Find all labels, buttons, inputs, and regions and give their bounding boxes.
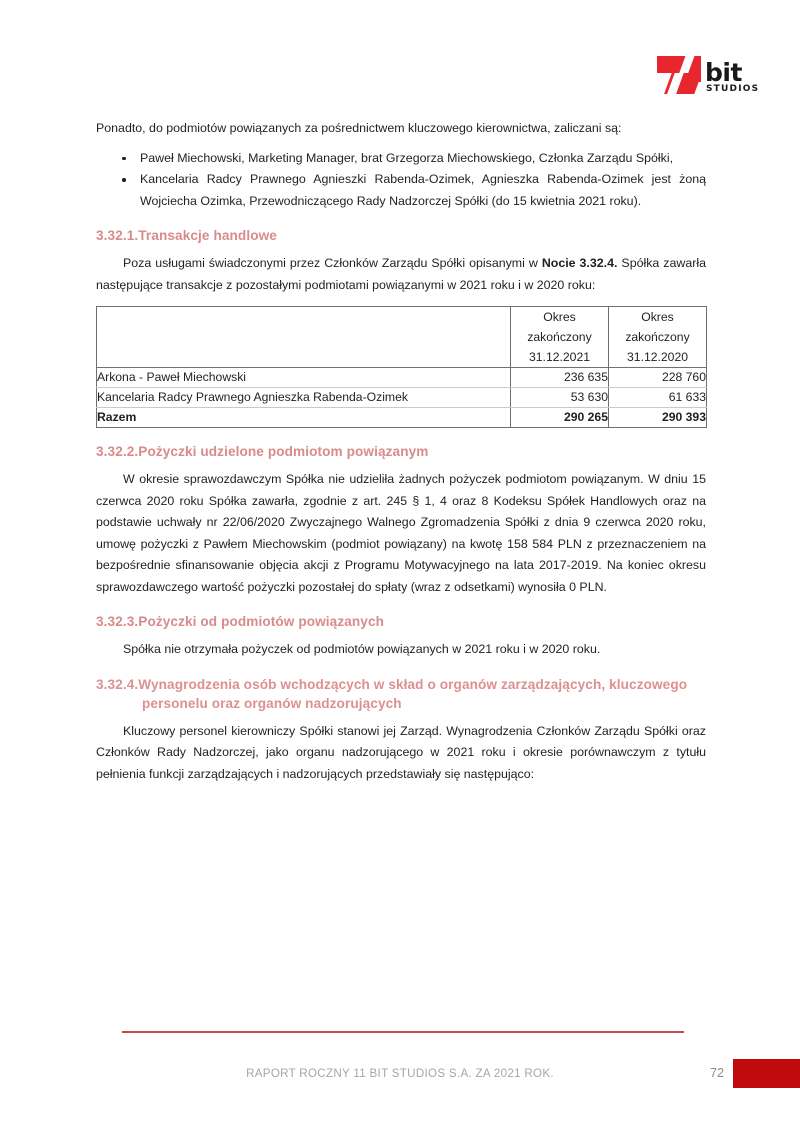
header-line-1: Okres bbox=[641, 310, 674, 324]
heading-3-32-3 bbox=[96, 612, 706, 631]
footer-accent-block bbox=[733, 1059, 800, 1088]
footer-report-title: RAPORT ROCZNY 11 BIT STUDIOS S.A. ZA 2021 ROK. bbox=[246, 1067, 554, 1080]
table-header-2020 bbox=[609, 307, 707, 368]
table-header-row bbox=[97, 307, 707, 368]
row-label: Kancelaria Radcy Prawnego Agnieszka Rabenda-Ozimek bbox=[97, 388, 511, 408]
paragraph-text-after: Spółka zawarła następujące transakcje z pozostałymi podmiotami powiązanymi w 2021 roku i w 2020 roku: bbox=[96, 256, 706, 292]
heading-number: 3.32.2. bbox=[96, 444, 139, 459]
heading-number: 3.32.1. bbox=[96, 228, 139, 243]
row-value-2020: 228 760 bbox=[609, 368, 707, 388]
heading-title: Wynagrodzenia osób wchodzących w skład o organów zarządzających, kluczowego personelu oraz organów nadzorujących bbox=[138, 676, 688, 711]
header-line-3: 31.12.2020 bbox=[627, 350, 688, 364]
heading-title: Pożyczki udzielone podmiotom powiązanym bbox=[138, 444, 429, 459]
row-value-2021: 236 635 bbox=[511, 368, 609, 388]
paragraph-3-32-4: Kluczowy personel kierowniczy Spółki stanowi jej Zarząd. Wynagrodzenia Członków Zarządu Spółki oraz Członków Rady Nadzorczej, jako organu nadzorującego w 2021 roku i okresie porównawczym z tytułu pełnienia funkcji zarządzających i nadzorujących przedstawiały się następująco: bbox=[96, 723, 706, 781]
footer-divider bbox=[122, 1031, 684, 1033]
document-body bbox=[96, 118, 706, 785]
row-value-2021: 53 630 bbox=[511, 388, 609, 408]
brand-logo bbox=[655, 54, 760, 102]
11-bit-logo-mark-icon bbox=[657, 56, 701, 94]
intro-paragraph: Ponadto, do podmiotów powiązanych za pośrednictwem kluczowego kierownictwa, zaliczani są: bbox=[96, 121, 622, 135]
row-label: Arkona - Paweł Miechowski bbox=[97, 368, 511, 388]
paragraph-3-32-2: W okresie sprawozdawczym Spółka nie udzieliła żadnych pożyczek podmiotom powiązanym. W dniu 15 czerwca 2020 roku Spółka zawarła, zgodnie z art. 245 § 1, 4 oraz 8 Kodeksu Spółek Handlowych oraz na podstawie uchwały nr 22/06/2020 Zwyczajnego Walnego Zgromadzenia Spółki z dnia 9 czerwca 2020 roku, umowę pożyczki z Pawłem Miechowskim (podmiot powiązany) na kwotę 158 584 PLN z przeznaczeniem na bezpośrednie sfinansowanie objęcia akcji z Programu Motywacyjnego na lata 2017-2019. Na koniec okresu sprawozdawczego wartość pożyczki pozostałej do spłaty (wraz z odsetkami) wynosiła 0 PLN. bbox=[96, 472, 706, 594]
total-label: Razem bbox=[97, 408, 511, 428]
table-header-2021 bbox=[511, 307, 609, 368]
note-reference: Nocie 3.32.4. bbox=[541, 256, 618, 270]
logo-subtext: STUDIOS bbox=[706, 84, 760, 94]
heading-3-32-2 bbox=[96, 442, 706, 461]
total-value-2020: 290 393 bbox=[609, 408, 707, 428]
heading-number: 3.32.3. bbox=[96, 614, 139, 629]
heading-title: Transakcje handlowe bbox=[138, 228, 277, 243]
header-line-2: zakończony bbox=[527, 330, 592, 344]
commercial-transactions-table bbox=[96, 306, 707, 428]
header-line-2: zakończony bbox=[625, 330, 690, 344]
row-value-2020: 61 633 bbox=[609, 388, 707, 408]
heading-number: 3.32.4. bbox=[96, 676, 139, 692]
header-line-3: 31.12.2021 bbox=[529, 350, 590, 364]
paragraph-3-32-3: Spółka nie otrzymała pożyczek od podmiotów powiązanych w 2021 roku i w 2020 roku. bbox=[123, 642, 601, 656]
header-line-1: Okres bbox=[543, 310, 576, 324]
logo-cut-4 bbox=[691, 82, 701, 94]
list-item: Kancelaria Radcy Prawnego Agnieszki Rabenda-Ozimek, Agnieszka Rabenda-Ozimek jest żoną Wojciecha Ozimka, Przewodniczącego Rady Nadzorczej Spółki (do 15 kwietnia 2021 roku). bbox=[96, 169, 706, 212]
heading-title: Pożyczki od podmiotów powiązanych bbox=[138, 614, 385, 629]
list-item: Paweł Miechowski, Marketing Manager, brat Grzegorza Miechowskiego, Członka Zarządu Spółki, bbox=[96, 148, 706, 170]
heading-3-32-4 bbox=[96, 675, 706, 713]
paragraph-3-32-1 bbox=[96, 253, 706, 296]
page-number: 72 bbox=[709, 1066, 724, 1080]
table-header-label-cell bbox=[97, 307, 511, 368]
table-total-row bbox=[97, 408, 707, 428]
paragraph-text-before: Poza usługami świadczonymi przez Członków Zarządu Spółki opisanymi w bbox=[123, 256, 542, 270]
table-row bbox=[97, 388, 707, 408]
total-value-2021: 290 265 bbox=[511, 408, 609, 428]
table-row bbox=[97, 368, 707, 388]
logo-wordmark: bit bbox=[705, 58, 742, 87]
related-parties-list bbox=[96, 148, 706, 213]
heading-3-32-1 bbox=[96, 226, 706, 245]
logo-cut-3 bbox=[679, 56, 697, 73]
